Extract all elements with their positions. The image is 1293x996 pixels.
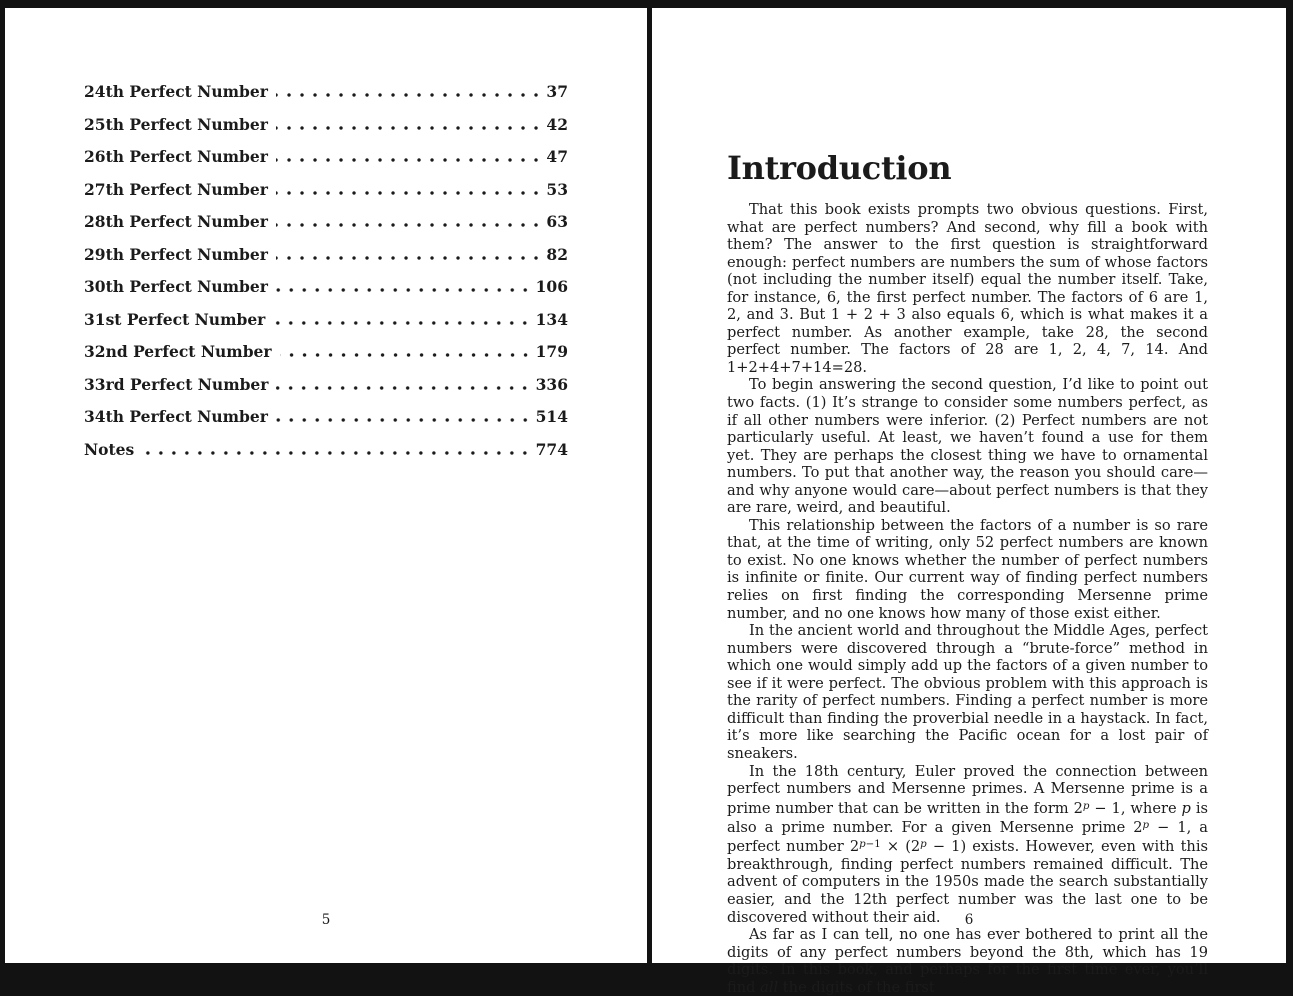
toc-entry-page: 53	[546, 179, 568, 199]
toc-entry-label: 34th Perfect Number	[84, 407, 268, 427]
toc-entry-page: 63	[546, 212, 568, 232]
toc-entry	[84, 174, 568, 207]
toc-dot-leader	[276, 256, 543, 260]
paragraph: In the 18th century, Euler proved the connection between perfect numbers and Mersenne primes. A Mersenne prime is a prime number that can be written in the form $2^p - 1$, where p is also a prime number. For a given Mersenne prime $2^p - 1$, a perfect number $2^{p-1} \times (2^p - 1)$ exists. However, even with this breakthrough, finding perfect numbers remained difficult. The advent of computers in the 1950s made the search substantially easier, and the 12th perfect number was the last one to be discovered without their aid.	[727, 762, 1208, 926]
toc-dot-leader	[273, 321, 531, 325]
paragraph: To begin answering the second question, I’d like to point out two facts. (1) It’s strange to consider some numbers perfect, as if all other numbers were inferior. (2) Perfect numbers are not particularly useful. At least, we haven’t found a use for them yet. They are perhaps the closest thing we have to ornamental numbers. To put that another way, the reason you should care—and why anyone would care—about perfect numbers is that they are rare, weird, and beautiful.	[727, 376, 1208, 517]
toc-list	[84, 76, 568, 467]
toc-entry-label: 27th Perfect Number	[84, 179, 268, 199]
toc-entry	[84, 271, 568, 304]
page-number-left: 5	[321, 912, 331, 928]
toc-entry	[84, 206, 568, 239]
toc-entry	[84, 76, 568, 109]
toc-dot-leader	[280, 353, 532, 357]
toc-dot-leader	[276, 158, 543, 162]
toc-entry-page: 134	[535, 309, 568, 329]
paragraph: That this book exists prompts two obvious questions. First, what are perfect numbers? And second, why fill a book with them? The answer to the first question is straightforward enough: perfect numbers are numbers the sum of whose factors (not including the number itself) equal the number itself. Take, for instance, 6, the first perfect number. The factors of 6 are 1, 2, and 3. But 1 + 2 + 3 also equals 6, which is what makes it a perfect number. As another example, take 28, the second perfect number. The factors of 28 are 1, 2, 4, 7, 14. And 1+2+4+7+14=28.	[727, 201, 1208, 376]
toc-dot-leader	[142, 451, 531, 455]
chapter-body	[727, 201, 1208, 996]
toc-entry-page: 514	[535, 407, 568, 427]
toc-dot-leader	[276, 418, 532, 422]
paragraph: In the ancient world and throughout the Middle Ages, perfect numbers were discovered through a “brute-force” method in which one would simply add up the factors of a given number to see if it were perfect. The obvious problem with this approach is the rarity of perfect numbers. Finding a perfect number is more difficult than finding the proverbial needle in a haystack. In fact, it’s more like searching the Pacific ocean for a lost pair of sneakers.	[727, 622, 1208, 762]
toc-entry	[84, 401, 568, 434]
toc-entry-label: 33rd Perfect Number	[84, 374, 269, 394]
toc-entry	[84, 109, 568, 142]
toc-entry-label: 32nd Perfect Number	[84, 342, 272, 362]
toc-entry-page: 42	[546, 114, 568, 134]
toc-entry	[84, 304, 568, 337]
toc-entry-page: 82	[546, 244, 568, 264]
toc-entry-label: 28th Perfect Number	[84, 212, 268, 232]
toc-entry-label: 24th Perfect Number	[84, 82, 268, 101]
toc-entry	[84, 434, 568, 467]
toc-dot-leader	[276, 93, 543, 97]
toc-dot-leader	[276, 191, 543, 195]
toc-entry-page: 47	[546, 147, 568, 167]
page-number-right: 6	[964, 912, 974, 928]
toc-entry	[84, 369, 568, 402]
toc-entry-page: 37	[546, 82, 568, 101]
paragraph: As far as I can tell, no one has ever bothered to print all the digits of any perfect numbers beyond the 8th, which has 19 digits. In this book, and perhaps for the first time ever, you’ll find all the digits of the first	[727, 926, 1208, 996]
chapter-title: Introduction	[727, 149, 952, 187]
toc-entry	[84, 336, 568, 369]
toc-entry-label: 25th Perfect Number	[84, 114, 268, 134]
toc-entry-label: Notes	[84, 440, 135, 460]
toc-dot-leader	[276, 126, 543, 130]
introduction-page	[652, 8, 1286, 996]
toc-entry-page: 106	[535, 277, 568, 297]
toc-dot-leader	[276, 288, 532, 292]
toc-entry-label: 30th Perfect Number	[84, 277, 268, 297]
toc-page	[5, 8, 647, 963]
toc-dot-leader	[276, 386, 531, 390]
toc-entry	[84, 141, 568, 174]
toc-entry-page: 336	[535, 374, 568, 394]
toc-entry-page: 774	[535, 440, 568, 460]
toc-entry-label: 29th Perfect Number	[84, 244, 268, 264]
toc-entry-page: 179	[535, 342, 568, 362]
toc-dot-leader	[276, 223, 543, 227]
toc-entry-label: 26th Perfect Number	[84, 147, 268, 167]
toc-entry	[84, 239, 568, 272]
paragraph: This relationship between the factors of a number is so rare that, at the time of writing, only 52 perfect numbers are known to exist. No one knows whether the number of perfect numbers is infinite or finite. Our current way of finding perfect numbers relies on first finding the corresponding Mersenne prime number, and no one knows how many of those exist either.	[727, 516, 1208, 622]
toc-entry-label: 31st Perfect Number	[84, 309, 266, 329]
